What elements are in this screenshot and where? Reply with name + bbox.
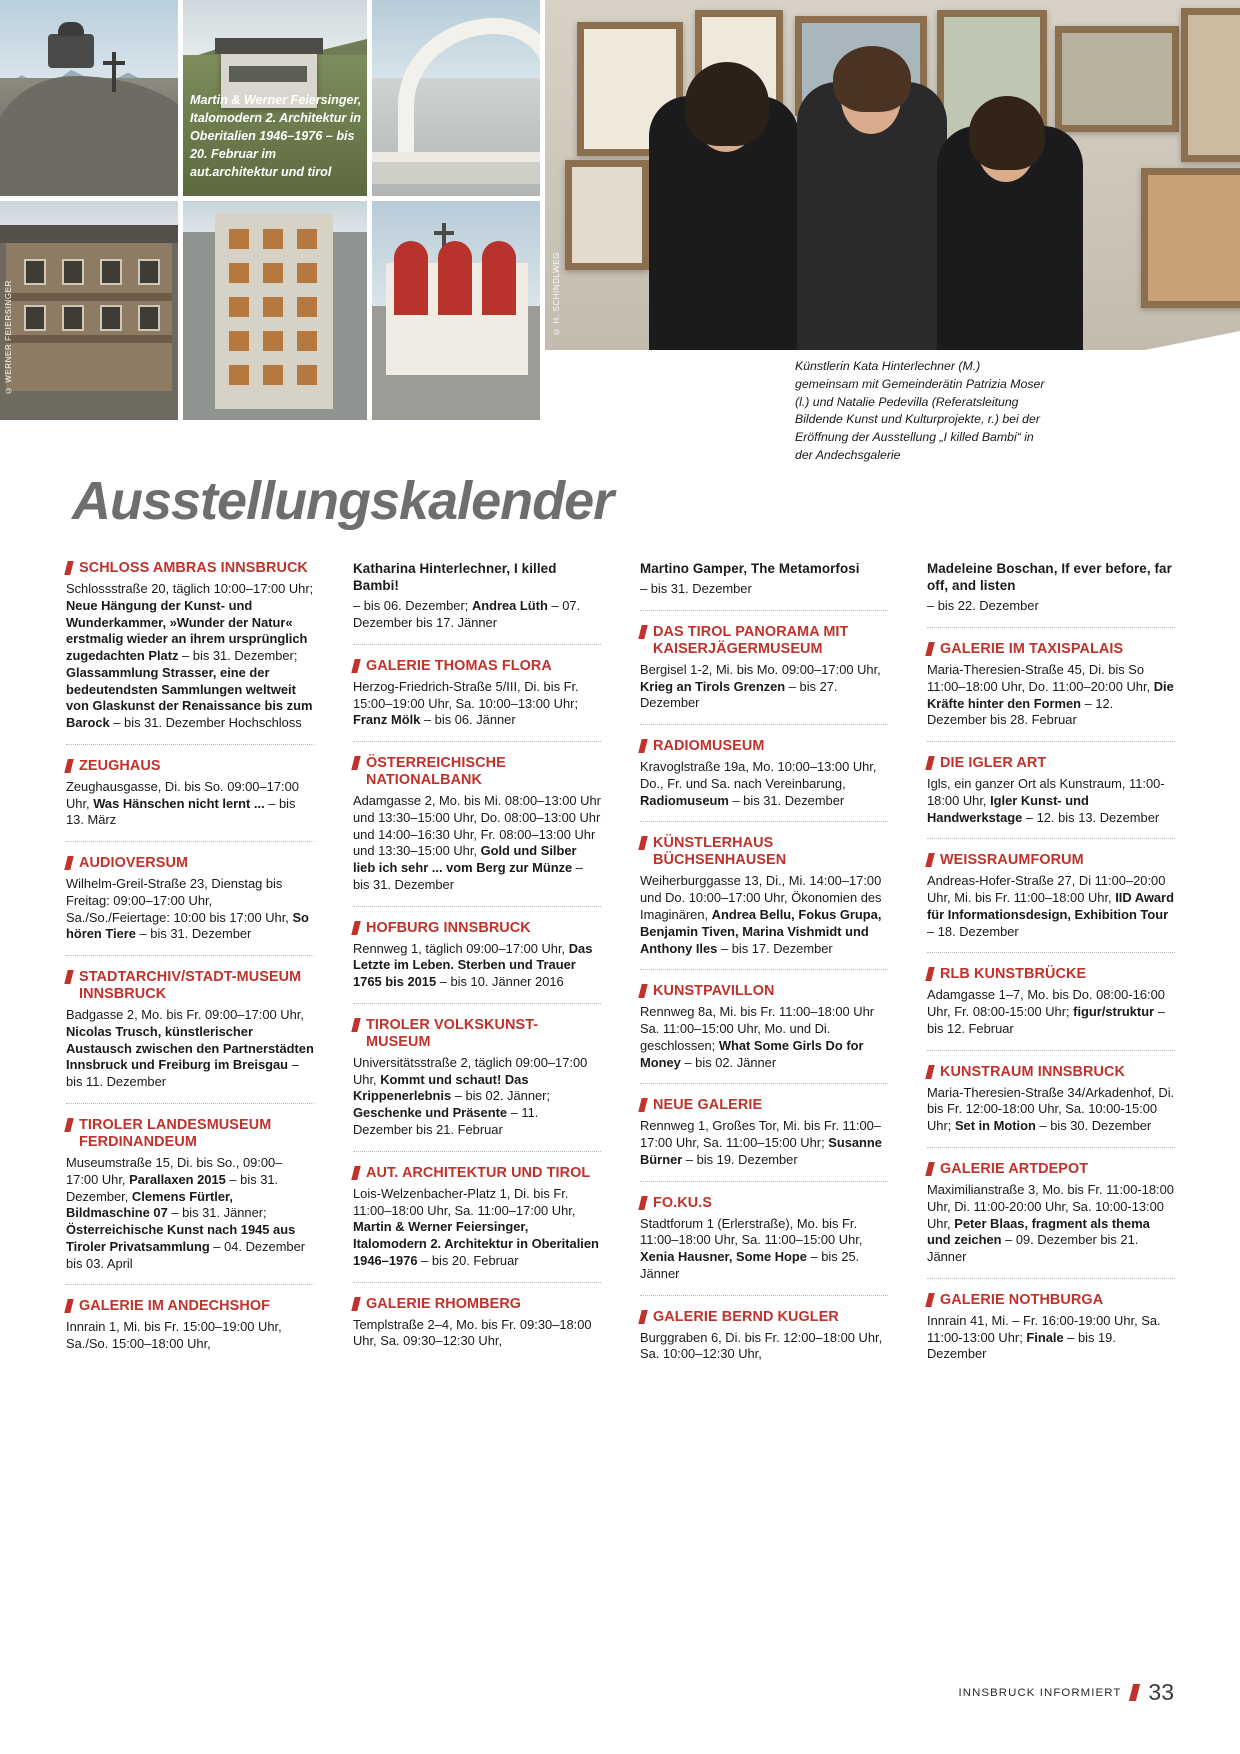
calendar-entry-heading: GALERIE ARTDEPOT: [927, 1161, 1175, 1178]
calendar-entry: [927, 560, 1175, 628]
calendar-entry: [66, 855, 314, 956]
photo-mountain-chapel: [0, 0, 178, 196]
calendar-entry: [640, 738, 888, 822]
calendar-entry: [640, 983, 888, 1084]
calendar-entry-body: Herzog-Friedrich-Straße 5/III, Di. bis Fr. 15:00–19:00 Uhr, Sa. 10:00–13:00 Uhr; Franz Mölk – bis 06. Jänner: [353, 678, 579, 728]
calendar-entry: [640, 560, 888, 611]
calendar-entry-heading: TIROLER VOLKSKUNST-MUSEUM: [353, 1017, 601, 1051]
exhibition-calendar-columns: [66, 560, 1176, 1660]
calendar-entry-heading: KÜNSTLERHAUS BÜCHSENHAUSEN: [640, 835, 888, 869]
calendar-entry: [353, 560, 601, 645]
calendar-entry: [640, 1309, 888, 1376]
footer-label: INNSBRUCK INFORMIERT: [958, 1686, 1122, 1699]
hero-overlay-caption: Martin & Werner Feiersinger, Italomodern 2. Architektur in Oberitalien 1946–1976 – bis 20. Februar im aut.architektur und tirol: [190, 93, 362, 179]
calendar-entry: [640, 624, 888, 725]
calendar-entry-heading: KUNSTPAVILLON: [640, 983, 888, 1000]
calendar-entry-body: Innrain 1, Mi. bis Fr. 15:00–19:00 Uhr, Sa./So. 15:00–18:00 Uhr,: [66, 1319, 282, 1352]
calendar-entry: [353, 1017, 601, 1152]
calendar-entry: [640, 1097, 888, 1181]
page-number: 33: [1148, 1679, 1174, 1705]
calendar-entry-body: Schlossstraße 20, täglich 10:00–17:00 Uhr; Neue Hängung der Kunst- und Wunderkammer, »Wunder der Natur« erstmalig wieder an ihrem ursprünglich zugedachten Platz – bis 31. Dezember; Glassammlung Strasser, eine der bedeutendsten Sammlungen weltweit von Glaskunst der Renaissance bis zum Barock – bis 31. Dezember Hochschloss: [66, 580, 314, 731]
calendar-entry: [66, 969, 314, 1104]
photo-timber-house: [0, 201, 178, 420]
calendar-column-3: [640, 560, 888, 1660]
calendar-entry-heading: GALERIE NOTHBURGA: [927, 1292, 1175, 1309]
page-title: Ausstellungskalender: [72, 471, 614, 531]
page-footer: [958, 1679, 1174, 1706]
calendar-column-1: [66, 560, 314, 1660]
calendar-entry-body: Bergisel 1-2, Mi. bis Mo. 09:00–17:00 Uhr, Krieg an Tirols Grenzen – bis 27. Dezember: [640, 661, 881, 711]
calendar-entry-body: – bis 22. Dezember: [927, 598, 1039, 614]
calendar-entry-heading: ÖSTERREICHISCHE NATIONALBANK: [353, 755, 601, 789]
calendar-entry-body: Rennweg 1, täglich 09:00–17:00 Uhr, Das Letzte im Leben. Sterben und Trauer 1765 bis 2015 – bis 10. Jänner 2016: [353, 940, 593, 990]
calendar-entry: [927, 641, 1175, 742]
calendar-entry-body: Museumstraße 15, Di. bis So., 09:00–17:00 Uhr, Parallaxen 2015 – bis 31. Dezember, Clemens Fürtler, Bildmaschine 07 – bis 31. Jänner; Österreichische Kunst nach 1945 aus Tiroler Privatsammlung – 04. Dezember bis 03. April: [66, 1154, 306, 1271]
calendar-entry: [927, 966, 1175, 1050]
calendar-entry: [66, 1117, 314, 1285]
calendar-entry: [353, 920, 601, 1004]
calendar-entry-heading: GALERIE IM ANDECHSHOF: [66, 1298, 314, 1315]
calendar-entry-heading: HOFBURG INNSBRUCK: [353, 920, 601, 937]
calendar-entry-body: Universitätsstraße 2, täglich 09:00–17:00 Uhr, Kommt und schaut! Das Krippenerlebnis – bis 02. Jänner; Geschenke und Präsente – 11. Dezember bis 21. Februar: [353, 1054, 588, 1137]
calendar-entry-body: Rennweg 1, Großes Tor, Mi. bis Fr. 11:00–17:00 Uhr, Sa. 11:00–15:00 Uhr; Susanne Bürner – bis 19. Dezember: [640, 1118, 882, 1167]
calendar-column-2: [353, 560, 601, 1660]
calendar-entry-body: Adamgasse 2, Mo. bis Mi. 08:00–13:00 Uhr und 13:30–15:00 Uhr, Do. 08:00–13:00 Uhr und 14:00–16:30 Uhr, Fr. 08:00–13:00 Uhr und 13:30–15:00 Uhr, Gold und Silber lieb ich sehr ... vom Berg zur Münze – bis 31. Dezember: [353, 793, 601, 892]
calendar-entry-body: Burggraben 6, Di. bis Fr. 12:00–18:00 Uhr, Sa. 10:00–12:30 Uhr,: [640, 1329, 883, 1362]
calendar-entry-body: Igls, ein ganzer Ort als Kunstraum, 11:00-18:00 Uhr, Igler Kunst- und Handwerkstage – 12. bis 13. Dezember: [927, 776, 1165, 825]
calendar-entry: [66, 560, 314, 745]
calendar-entry: [353, 1296, 601, 1363]
calendar-entry-body: Badgasse 2, Mo. bis Fr. 09:00–17:00 Uhr, Nicolas Trusch, künstlerischer Austausch zwischen den Partnerstädten Innsbruck und Freiburg im Breisgau – bis 11. Dezember: [66, 1007, 314, 1090]
calendar-entry-body: Templstraße 2–4, Mo. bis Fr. 09:30–18:00 Uhr, Sa. 09:30–12:30 Uhr,: [353, 1316, 592, 1349]
photo-white-curved-architecture: [372, 0, 540, 196]
calendar-entry-heading: WEISSRAUMFORUM: [927, 852, 1175, 869]
calendar-entry-heading: ZEUGHAUS: [66, 758, 314, 775]
calendar-entry-heading: AUDIOVERSUM: [66, 855, 314, 872]
calendar-entry-heading: RADIOMUSEUM: [640, 738, 888, 755]
calendar-column-4: [927, 560, 1175, 1660]
calendar-entry: [927, 852, 1175, 953]
calendar-entry-heading: Martino Gamper, The Metamorfosi: [640, 561, 860, 576]
calendar-entry-heading: SCHLOSS AMBRAS INNSBRUCK: [66, 560, 314, 577]
calendar-entry-body: Kravoglstraße 19a, Mo. 10:00–13:00 Uhr, Do., Fr. und Sa. nach Vereinbarung, Radiomuseum – bis 31. Dezember: [640, 759, 877, 808]
photo-gallery-opening: [545, 0, 1240, 350]
calendar-entry-heading: Katharina Hinterlechner, I killed Bambi!: [353, 561, 557, 594]
calendar-entry-body: Adamgasse 1–7, Mo. bis Do. 08:00-16:00 Uhr, Fr. 08:00-15:00 Uhr; figur/struktur – bis 12. Februar: [927, 987, 1165, 1036]
calendar-entry: [66, 1298, 314, 1365]
calendar-entry-body: Innrain 41, Mi. – Fr. 16:00-19:00 Uhr, Sa. 11:00-13:00 Uhr; Finale – bis 19. Dezember: [927, 1312, 1161, 1362]
calendar-entry-body: Maria-Theresien-Straße 34/Arkadenhof, Di. bis Fr. 12:00-18:00 Uhr, Sa. 10:00-15:00 Uhr; Set in Motion – bis 30. Dezember: [927, 1084, 1175, 1134]
calendar-entry-heading: NEUE GALERIE: [640, 1097, 888, 1114]
calendar-entry: [640, 1195, 888, 1296]
calendar-entry-heading: GALERIE RHOMBERG: [353, 1296, 601, 1313]
calendar-entry-heading: AUT. ARCHITEKTUR UND TIROL: [353, 1165, 601, 1182]
calendar-entry: [927, 1161, 1175, 1279]
calendar-entry: [927, 1064, 1175, 1148]
calendar-entry-body: Zeughausgasse, Di. bis So. 09:00–17:00 Uhr, Was Hänschen nicht lernt ... – bis 13. März: [66, 778, 299, 828]
footer-accent-mark: [1129, 1684, 1140, 1701]
calendar-entry-body: Wilhelm-Greil-Straße 23, Dienstag bis Freitag: 09:00–17:00 Uhr, Sa./So./Feiertage: 10:00 bis 17:00 Uhr, So hören Tiere – bis 31. Dezember: [66, 876, 309, 942]
calendar-entry-heading: STADTARCHIV/STADT-MUSEUM INNSBRUCK: [66, 969, 314, 1003]
calendar-entry-body: – bis 31. Dezember: [640, 581, 752, 597]
calendar-entry-heading: Madeleine Boschan, If ever before, far off, and listen: [927, 561, 1172, 594]
calendar-entry-heading: GALERIE THOMAS FLORA: [353, 658, 601, 675]
calendar-entry-heading: DAS TIROL PANORAMA MIT KAISERJÄGERMUSEUM: [640, 624, 888, 658]
calendar-entry-body: Rennweg 8a, Mi. bis Fr. 11:00–18:00 Uhr Sa. 11:00–15:00 Uhr, Mo. und Di. geschlossen; What Some Girls Do for Money – bis 02. Jänner: [640, 1004, 875, 1070]
calendar-entry-heading: DIE IGLER ART: [927, 755, 1175, 772]
calendar-entry-heading: RLB KUNSTBRÜCKE: [927, 966, 1175, 983]
photo-credit-left: © WERNER FEIERSINGER: [4, 280, 13, 396]
hero-photo-collage: [0, 0, 1240, 460]
photo-church-red-arches: [372, 201, 540, 420]
calendar-entry-heading: GALERIE BERND KUGLER: [640, 1309, 888, 1326]
photo-grid-facade-building: [183, 201, 367, 420]
calendar-entry-heading: FO.KU.S: [640, 1195, 888, 1212]
calendar-entry-body: Maximilianstraße 3, Mo. bis Fr. 11:00-18:00 Uhr, Di. 11:00-20:00 Uhr, Sa. 10:00-13:00 Uhr, Peter Blaas, fragment als thema und zeichen – 09. Dezember bis 21. Jänner: [927, 1182, 1174, 1265]
calendar-entry: [353, 755, 601, 907]
calendar-entry-body: Andreas-Hofer-Straße 27, Di 11:00–20:00 Uhr, Mi. bis Fr. 11:00–18:00 Uhr, IID Award für Informationsdesign, Exhibition Tour – 18. Dezember: [927, 873, 1174, 939]
calendar-entry: [640, 835, 888, 970]
calendar-entry-body: Lois-Welzenbacher-Platz 1, Di. bis Fr. 11:00–18:00 Uhr, Sa. 11:00–17:00 Uhr, Martin & Werner Feiersinger, Italomodern 2. Architektur in Oberitalien 1946–1976 – bis 20. Februar: [353, 1185, 599, 1268]
calendar-entry-heading: TIROLER LANDESMUSEUM FERDINANDEUM: [66, 1117, 314, 1151]
calendar-entry-body: Stadtforum 1 (Erlerstraße), Mo. bis Fr. 11:00–18:00 Uhr, Sa. 11:00–15:00 Uhr, Xenia Hausner, Some Hope – bis 25. Jänner: [640, 1215, 863, 1281]
calendar-entry-body: Maria-Theresien-Straße 45, Di. bis So 11:00–18:00 Uhr, Do. 11:00–20:00 Uhr, Die Kräfte hinter den Formen – 12. Dezember bis 28. Februar: [927, 662, 1174, 728]
calendar-entry-heading: KUNSTRAUM INNSBRUCK: [927, 1064, 1175, 1081]
calendar-entry: [353, 658, 601, 742]
photo-credit-big: © H. SCHINDLWEG: [552, 252, 561, 337]
calendar-entry: [66, 758, 314, 842]
calendar-entry-body: – bis 06. Dezember; Andrea Lüth – 07. Dezember bis 17. Jänner: [353, 598, 581, 631]
calendar-entry: [353, 1165, 601, 1283]
calendar-entry-body: Weiherburggasse 13, Di., Mi. 14:00–17:00 und Do. 10:00–17:00 Uhr, Ökonomien des Imaginären, Andrea Bellu, Fokus Grupa, Benjamin Tiven, Marina Vishmidt und Anthony Iles – bis 17. Dezember: [640, 873, 882, 956]
calendar-entry: [927, 1292, 1175, 1375]
hero-right-caption: Künstlerin Kata Hinterlechner (M.) gemeinsam mit Gemeinderätin Patrizia Moser (l.) und Natalie Pedevilla (Referatsleitung Bildende Kunst und Kulturprojekte, r.) bei der Eröffnung der Ausstellung „I killed Bambi“ in der Andechsgalerie: [795, 359, 1045, 463]
calendar-entry-heading: GALERIE IM TAXISPALAIS: [927, 641, 1175, 658]
calendar-entry: [927, 755, 1175, 839]
